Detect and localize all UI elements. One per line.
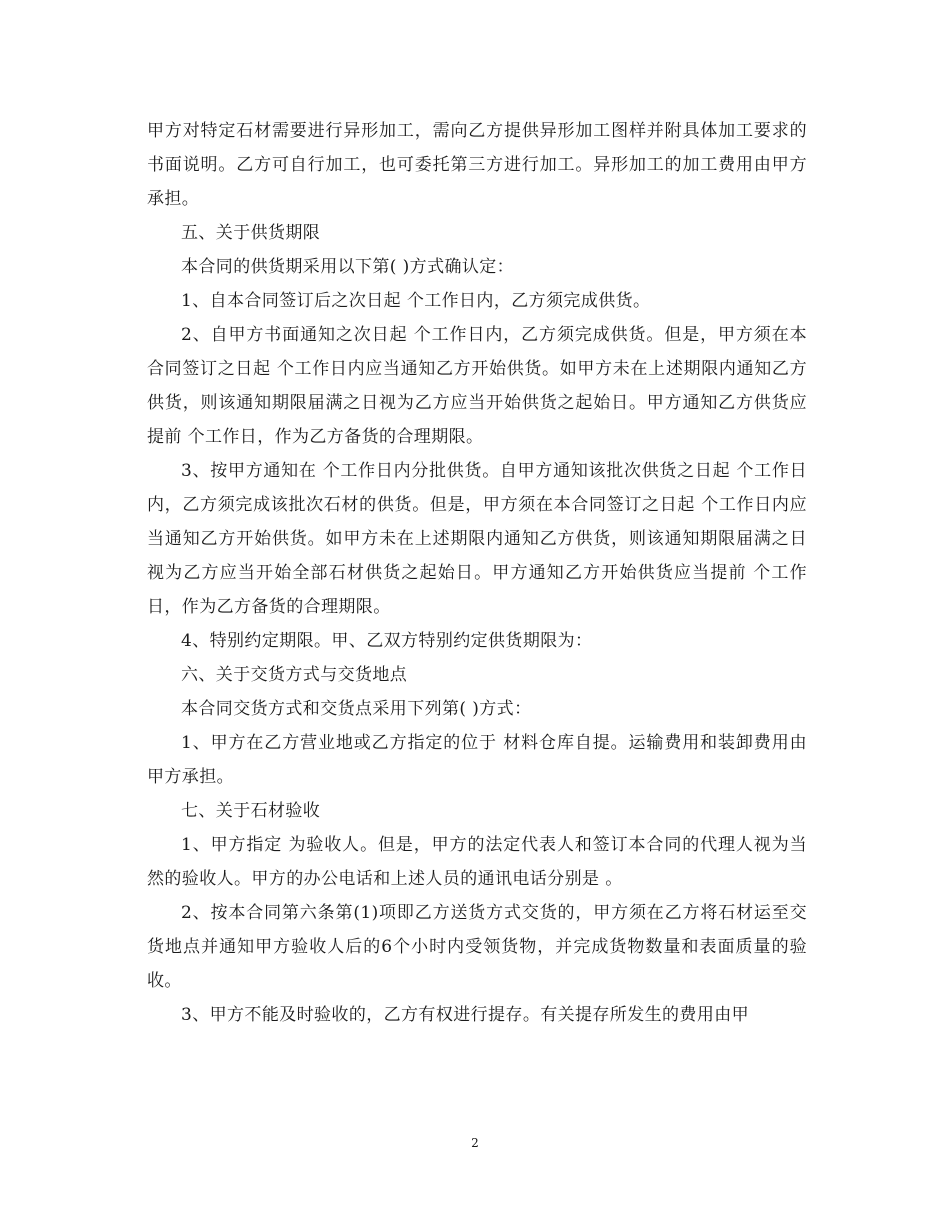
paragraph-6: 3、按甲方通知在 个工作日内分批供货。自甲方通知该批次供货之日起 个工作日内，乙方须完成该批次石材的供货。但是，甲方须在本合同签订之日起 个工作日内应当通知乙方开始供货。如甲方未在上述期限内通知乙方供货，则该通知期限届满之日视为乙方应当开始全部石材供货之起始日。甲方通知乙方开始供货应当提前 个工作日，作为乙方备货的合理期限。: [147, 461, 807, 617]
page-number: 2: [471, 1136, 479, 1150]
paragraph-14: 3、甲方不能及时验收的，乙方有权进行提存。有关提存所发生的费用由甲: [181, 1005, 750, 1025]
paragraph-13: 2、按本合同第六条第(1)项即乙方送货方式交货的，甲方须在乙方将石材运至交货地点并通知甲方验收人后的6个小时内受领货物，并完成货物数量和表面质量的验收。: [147, 903, 807, 991]
paragraph-7: 4、特别约定期限。甲、乙双方特别约定供货期限为：: [181, 631, 593, 651]
paragraph-9: 本合同交货方式和交货点采用下列第( )方式：: [181, 699, 532, 719]
paragraph-5: 2、自甲方书面通知之次日起 个工作日内，乙方须完成供货。但是，甲方须在本合同签订之日起 个工作日内应当通知乙方开始供货。如甲方未在上述期限内通知乙方供货，则该通知期限届满之日视为乙方应当开始供货之起始日。甲方通知乙方供货应提前 个工作日，作为乙方备货的合理期限。: [147, 325, 807, 447]
paragraph-4: 1、自本合同签订后之次日起 个工作日内，乙方须完成供货。: [181, 291, 651, 311]
paragraph-3: 本合同的供货期采用以下第( )方式确认定：: [181, 257, 515, 277]
section-heading-6: 六、关于交货方式与交货地点: [181, 665, 408, 685]
section-heading-7: 七、关于石材验收: [181, 801, 321, 821]
document-body: [147, 114, 807, 1032]
section-heading-5: 五、关于供货期限: [181, 223, 321, 243]
paragraph-12: 1、甲方指定 为验收人。但是，甲方的法定代表人和签订本合同的代理人视为当然的验收人。甲方的办公电话和上述人员的通讯电话分别是 。: [147, 835, 807, 889]
paragraph-1: 甲方对特定石材需要进行异形加工，需向乙方提供异形加工图样并附具体加工要求的书面说明。乙方可自行加工，也可委托第三方进行加工。异形加工的加工费用由甲方承担。: [147, 121, 807, 209]
paragraph-10: 1、甲方在乙方营业地或乙方指定的位于 材料仓库自提。运输费用和装卸费用由甲方承担。: [147, 733, 807, 787]
